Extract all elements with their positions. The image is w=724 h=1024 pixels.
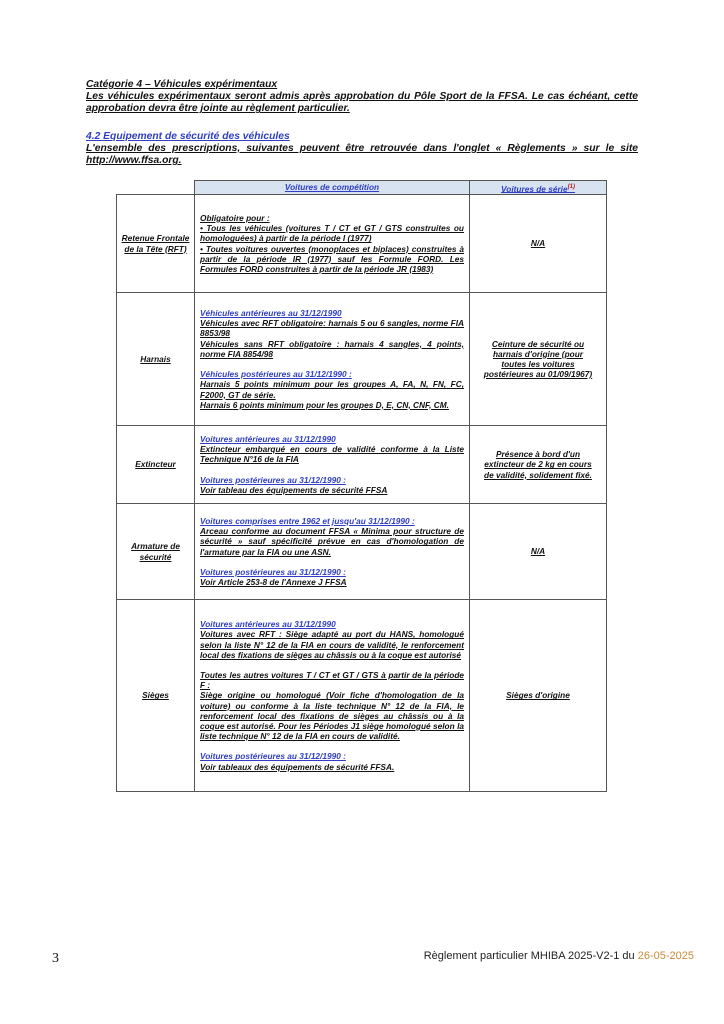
- header-empty-cell: [117, 181, 195, 195]
- row-label-harnais: Harnais: [117, 293, 195, 426]
- table-row-extincteur: [117, 426, 607, 504]
- row-label-armature: Armature de sécurité: [117, 504, 195, 600]
- intro-section: [86, 79, 638, 167]
- harnais-serie-cell: Ceinture de sécurité ou harnais d'origine (pour toutes les voitures postérieures au 01/09/1967): [470, 293, 607, 426]
- section-title: 4.2 Equipement de sécurité des véhicules: [86, 130, 290, 142]
- page-number: 3: [52, 951, 59, 966]
- footer-reference: [424, 950, 694, 962]
- category-text: Les véhicules expérimentaux seront admis après approbation du Pôle Sport de la FFSA. Le cas échéant, cette approbation devra être jointe au règlement particulier.: [86, 91, 638, 115]
- rft-serie-cell: N/A: [470, 195, 607, 293]
- table-row-rft: [117, 195, 607, 293]
- footer-date: 26-05-2025: [637, 950, 694, 962]
- header-serie-note: (1): [567, 183, 575, 190]
- header-serie: Voitures de série$^{(1)}$: [470, 181, 607, 195]
- sieges-competition-cell: Voitures antérieures au 31/12/1990 Voitures avec RFT : Siège adapté au port du HANS, homologué selon la liste N° 12 de la FIA en cours de validité, le renforcement local des fixations de sièges au châssis ou à la coque est autorisé Toutes les autres voitures T / CT et GT / GTS à partir de la période F : Siège origine ou homologué (Voir fiche d'homologation de la voiture) ou conforme à la liste technique N° 12 de la FIA, le renforcement local des fixations de sièges au châssis ou à la coque est autorisé. Pour les Périodes J1 siège homologué selon la liste technique N° 12 de la FIA en cours de validité. Voitures postérieures au 31/12/1990 : Voir tableaux des équipements de sécurité FFSA.: [195, 600, 470, 792]
- extincteur-serie-cell: Présence à bord d'un extincteur de 2 kg en cours de validité, solidement fixé.: [470, 426, 607, 504]
- harnais-competition-cell: Véhicules antérieures au 31/12/1990 Véhicules avec RFT obligatoire: harnais 5 ou 6 sangles, norme FIA 8853/98 Véhicules sans RFT obligatoire : harnais 4 sangles, 4 points, norme FIA 8854/98 Véhicules postérieures au 31/12/1990 : Harnais 5 points minimum pour les groupes A, FA, N, FN, FC, F2000, GT de série. Harnais 6 points minimum pour les groupes D, E, CN, CNF, CM.: [195, 293, 470, 426]
- footer-reference-text: Règlement particulier MHIBA 2025-V2-1 du: [423, 950, 638, 962]
- table-row-harnais: [117, 293, 607, 426]
- category-title: Catégorie 4 – Véhicules expérimentaux: [86, 79, 278, 90]
- extincteur-competition-cell: Voitures antérieures au 31/12/1990 Extincteur embarqué en cours de validité conforme à la Liste Technique N°16 de la FIA Voitures postérieures au 31/12/1990 : Voir tableau des équipements de sécurité FFSA: [195, 426, 470, 504]
- rft-competition-cell: Obligatoire pour : • Tous les véhicules (voitures T / CT et GT / GTS construites ou homologuées) à partir de la période I (1977) • Toutes voitures ouvertes (monoplaces et biplaces) construites à partir de la période IR (1977) sauf les Formule FORD. Les Formules FORD construites à partir de la période JR (1983): [195, 195, 470, 293]
- sieges-serie-cell: Sièges d'origine: [470, 600, 607, 792]
- armature-serie-cell: N/A: [470, 504, 607, 600]
- safety-equipment-table: [116, 180, 607, 792]
- table-row-armature: [117, 504, 607, 600]
- header-competition: Voitures de compétition: [195, 181, 470, 195]
- row-label-extincteur: Extincteur: [117, 426, 195, 504]
- table-row-sieges: [117, 600, 607, 792]
- row-label-sieges: Sièges: [117, 600, 195, 792]
- table-header-row: [117, 181, 607, 195]
- row-label-rft: Retenue Frontale de la Tête (RFT): [117, 195, 195, 293]
- section-text: L'ensemble des prescriptions, suivantes peuvent être retrouvée dans l'onglet « Règlements » sur le site http://www.ffsa.org.: [86, 142, 638, 167]
- armature-competition-cell: Voitures comprises entre 1962 et jusqu'au 31/12/1990 : Arceau conforme au document FFSA « Minima pour structure de sécurité » sauf spécificité prévue en cas d'homologation de l'armature par la FIA ou une ASN. Voitures postérieures au 31/12/1990 : Voir Article 253-8 de l'Annexe J FFSA: [195, 504, 470, 600]
